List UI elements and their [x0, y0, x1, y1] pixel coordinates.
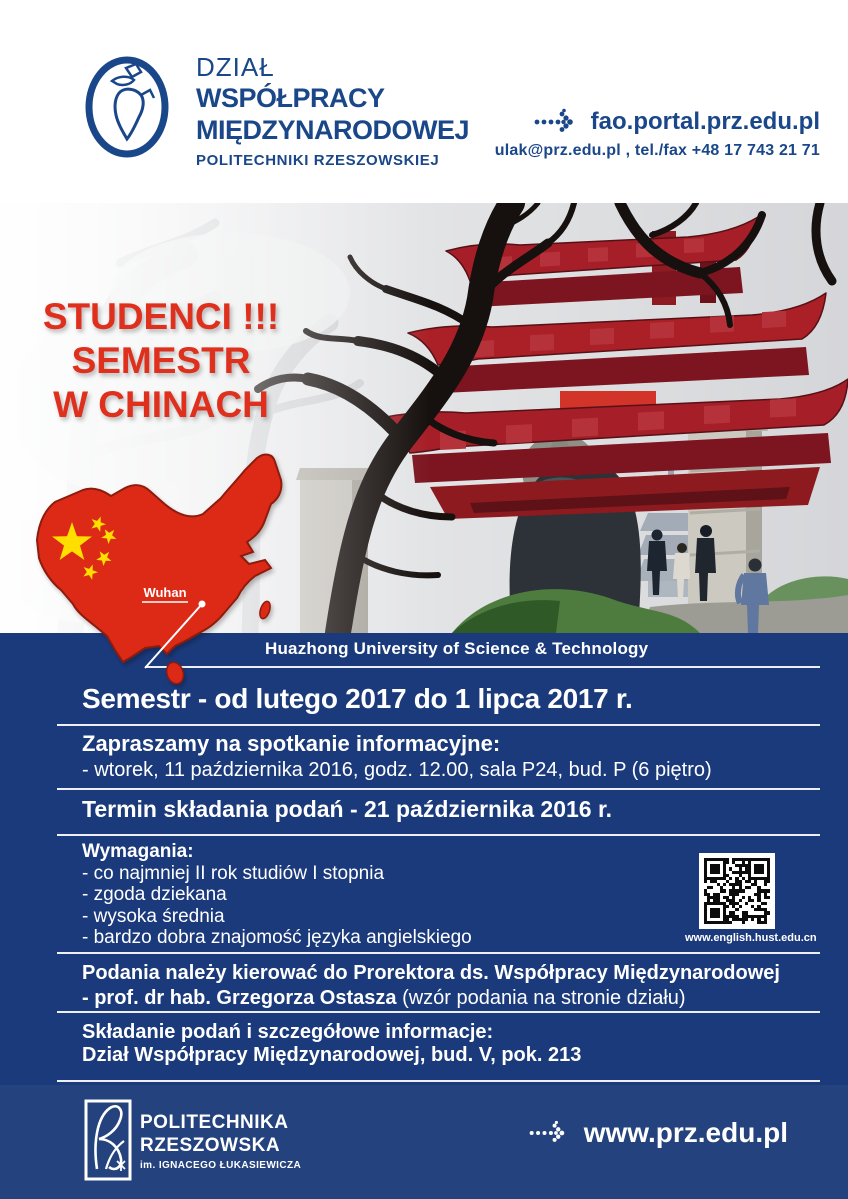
submission-info: Dział Współpracy Międzynarodowej, bud. V, pok. 213	[82, 1044, 582, 1066]
requirement-item: - co najmniej II rok studiów I stopnia	[82, 862, 385, 884]
separator	[57, 952, 820, 954]
wuhan-label: Wuhan	[143, 585, 187, 600]
requirement-item: - zgoda dziekana	[82, 884, 227, 905]
requirements-list	[82, 841, 472, 949]
china-map	[25, 440, 340, 690]
wuhan-marker-dot	[199, 601, 206, 608]
info-panel	[0, 633, 848, 1085]
meeting-heading: Zapraszamy na spotkanie informacyjne:	[82, 731, 501, 756]
hero-title-line-2: SEMESTR	[71, 340, 251, 381]
applications-note: (wzór podania na stronie działu)	[396, 987, 686, 1009]
university-banner: Huazhong University of Science & Technology	[265, 639, 649, 658]
globe-icon	[84, 55, 170, 159]
dotted-arrow-icon	[533, 108, 581, 136]
application-deadline: Termin składania podań - 21 października 2016 r.	[82, 796, 613, 822]
dotted-arrow-icon	[528, 1120, 572, 1146]
header	[0, 0, 848, 203]
department-title	[196, 54, 469, 168]
portal-url: fao.portal.prz.edu.pl	[590, 108, 820, 135]
footer-website-url: www.prz.edu.pl	[583, 1117, 788, 1148]
separator	[57, 834, 820, 836]
footer-name-line-2: RZESZOWSKA	[140, 1135, 281, 1156]
meeting-info: - wtorek, 11 października 2016, godz. 12.00, sala P24, bud. P (6 piętro)	[82, 759, 712, 781]
hero-title	[36, 295, 286, 427]
hero-title-line-3: W CHINACH	[53, 384, 269, 425]
applications-line-1: Podania należy kierować do Prorektora ds. Współpracy Międzynarodowej	[82, 962, 780, 984]
requirement-item: - bardzo dobra znajomość języka angielskiego	[82, 927, 472, 948]
dept-line-2: WSPÓŁPRACY	[196, 83, 385, 113]
dept-line-3: MIĘDZYNARODOWEJ	[196, 115, 470, 145]
contact-line: ulak@prz.edu.pl , tel./fax +48 17 743 21 71	[494, 142, 820, 159]
separator	[57, 788, 820, 790]
prz-logo-icon	[84, 1099, 132, 1181]
applications-line-2	[82, 987, 686, 1010]
requirements-heading: Wymagania:	[82, 841, 194, 862]
semester-dates: Semestr - od lutego 2017 do 1 lipca 2017 r.	[82, 683, 633, 714]
submission-heading: Składanie podań i szczegółowe informacje:	[82, 1021, 494, 1043]
separator	[57, 1011, 820, 1013]
dept-line-1: DZIAŁ	[196, 52, 275, 82]
footer-university-name	[140, 1109, 301, 1171]
header-contact	[495, 108, 820, 160]
footer-name-line-3: im. IGNACEGO ŁUKASIEWICZA	[140, 1160, 302, 1171]
qr-caption: www.english.hust.edu.cn	[685, 932, 817, 944]
footer-website	[528, 1117, 788, 1149]
requirement-item: - wysoka średnia	[82, 905, 225, 927]
dept-line-4: POLITECHNIKI RZESZOWSKIEJ	[196, 152, 440, 169]
qr-block	[685, 853, 817, 944]
separator	[57, 724, 820, 726]
prorector-name: - prof. dr hab. Grzegorza Ostasza	[82, 987, 397, 1009]
footer	[0, 1085, 848, 1199]
hero-title-line-1: STUDENCI !!!	[42, 296, 280, 337]
footer-name-line-1: POLITECHNIKA	[140, 1112, 289, 1133]
separator	[57, 1080, 820, 1082]
qr-code	[704, 858, 770, 924]
